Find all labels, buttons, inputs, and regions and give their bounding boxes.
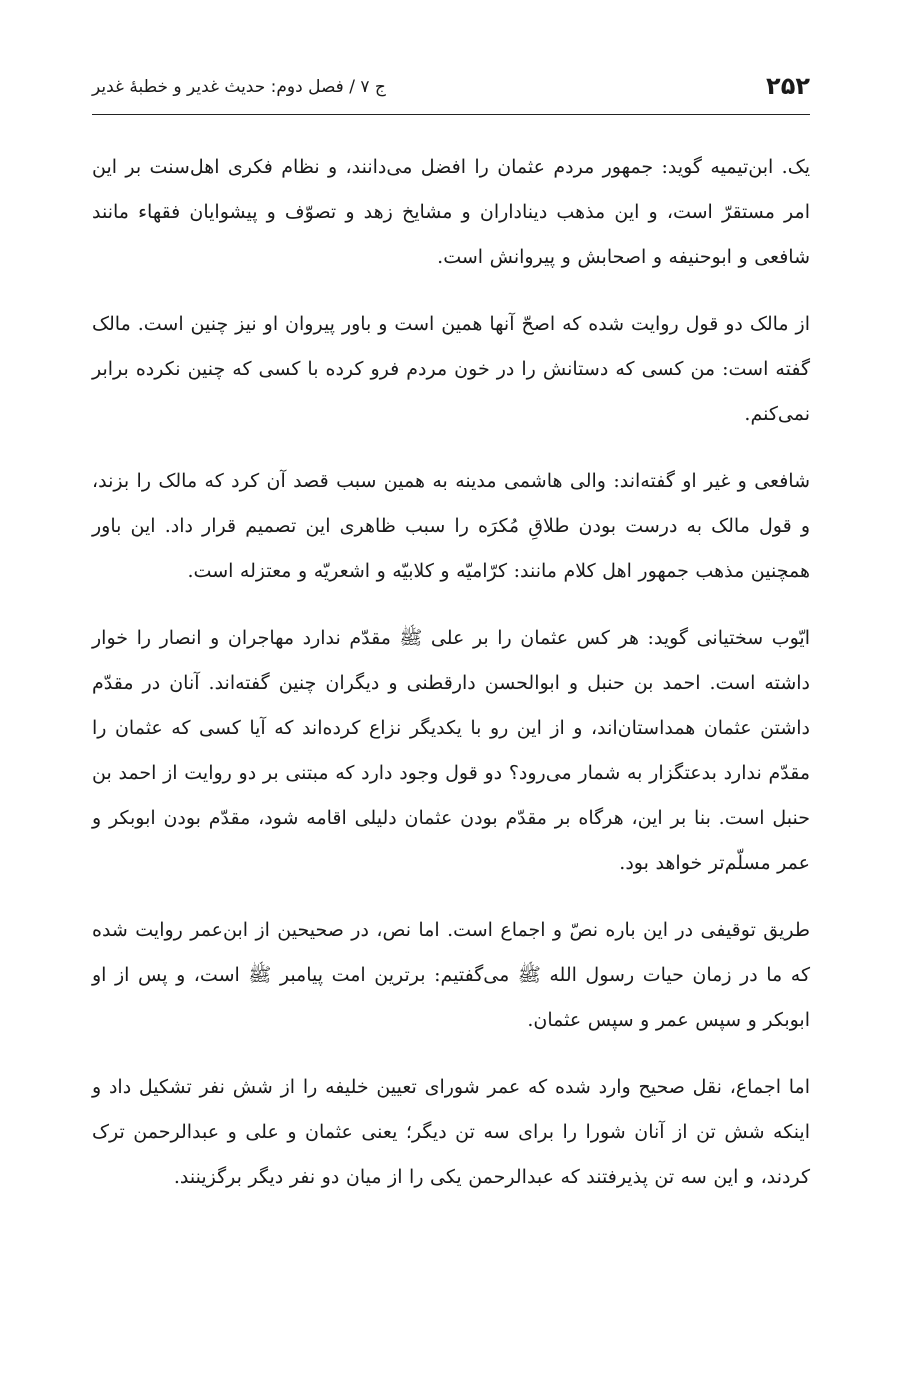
running-title: ج ۷ / فصل دوم: حديث غدير و خطبهٔ غدير (92, 77, 386, 97)
paragraph: يک. ابن‌تيميه گويد: جمهور مردم عثمان را افضل می‌دانند، و نظام فکری اهل‌سنت بر اين امر مستقرّ است، و اين مذهب ديناداران و مشايخ زهد و تصوّف و پيشوايان فقهاء مانند شافعی و ابوحنيفه و اصحابش و پيروانش است. (92, 156, 810, 268)
book-page (92, 0, 810, 1390)
paragraph: اما اجماع، نقل صحيح وارد شده که عمر شورای تعيين خليفه را از شش نفر تشکيل داد و اينکه شش تن از آنان شورا را برای سه تن ديگر؛ يعنی عثمان و علی و عبدالرحمن ترک کردند، و اين سه تن پذيرفتند که عبدالرحمن يکی را از ميان دو نفر ديگر برگزينند. (92, 1076, 810, 1188)
body-text (92, 145, 810, 1222)
page-header (92, 66, 810, 115)
paragraph: طريق توقيفی در اين باره نصّ و اجماع است. اما نص، در صحيحين از ابن‌عمر روايت شده که ما در زمان حيات رسول الله ﷺ می‌گفتيم: برترين امت پيامبر ﷺ است، و پس از او ابوبکر و سپس عمر و سپس عثمان. (92, 919, 810, 1031)
page-number: ۲۵۲ (766, 72, 810, 100)
paragraph: شافعی و غير او گفته‌اند: والی هاشمی مدينه به همين سبب قصد آن کرد که مالک را بزند، و قول مالک به درست بودن طلاقِ مُکرَه را سبب ظاهری اين تصميم قرار داد. اين باور همچنين مذهب جمهور اهل کلام مانند: کرّاميّه و کلابيّه و اشعريّه و معتزله است. (92, 470, 810, 582)
paragraph: ايّوب سختيانی گويد: هر کس عثمان را بر علی ﷺ مقدّم ندارد مهاجران و انصار را خوار داشته است. احمد بن حنبل و ابوالحسن دارقطنی و ديگران چنين گفته‌اند. آنان در مقدّم داشتن عثمان همداستان‌اند، و از اين رو با يکديگر نزاع کرده‌اند که آيا کسی که عثمان را مقدّم ندارد بدعتگزار به شمار می‌رود؟ دو قول وجود دارد که مبتنی بر دو روايت از احمد بن حنبل است. بنا بر اين، هرگاه بر مقدّم بودن عثمان دليلی اقامه شود، مقدّم بودن ابوبکر و عمر مسلّم‌تر خواهد بود. (92, 627, 810, 874)
paragraph: از مالک دو قول روايت شده که اصحّ آنها همين است و باور پيروان او نيز چنين است. مالک گفته است: من کسی که دستانش را در خون مردم فرو کرده با کسی که چنين نکرده برابر نمی‌کنم. (92, 313, 810, 425)
